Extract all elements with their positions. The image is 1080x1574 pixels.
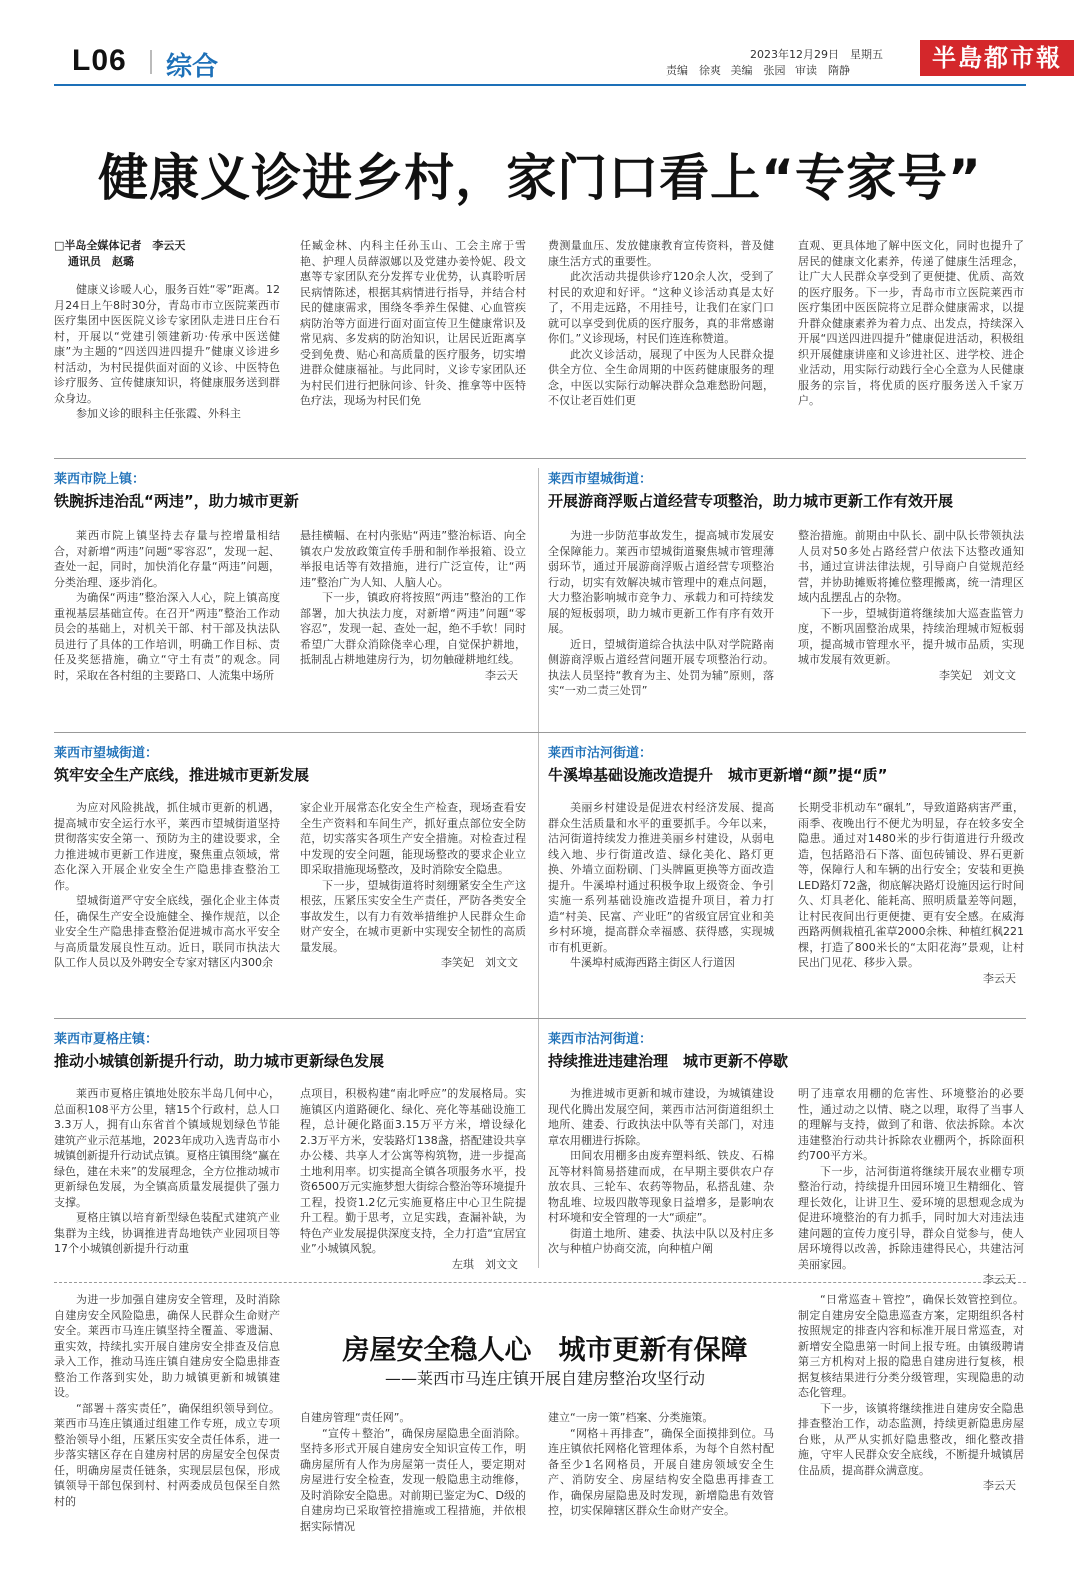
masthead bbox=[54, 40, 1062, 86]
paragraph: 为应对风险挑战，抓住城市更新的机遇，提高城市安全运行水平，莱西市望城街道坚持贯彻落实安全第一、预防为主的建设要求，全力推进城市更新工作进度，聚焦重点领域，常态化深入开展企业安全生产隐患排查整治工作。 bbox=[54, 801, 280, 892]
paragraph: 此次义诊活动，展现了中医为人民群众提供全方位、全生命周期的中医药健康服务的理念，中医以实际行动解决群众急难愁盼问题，不仅让老百姓们更 bbox=[548, 347, 774, 407]
paragraph: 为推进城市更新和城市建设，为城镇建设现代化腾出发展空间，莱西市沽河街道组织土地所、建委、行政执法中队等有关部门，对违章农用棚进行拆除。 bbox=[548, 1087, 774, 1147]
paragraph: “部署＋落实责任”，确保组织领导到位。莱西市马连庄镇通过组建工作专班，成立专项整治领导小组，压紧压实安全责任体系，进一步落实辖区存在自建房村居的房屋安全包保责任，明确房屋责任链条，实现层层包保，形成镇领导干部包保到村、村两委成员包保至自然村的 bbox=[54, 1401, 280, 1508]
paragraph: 点项目，积极构建“南北呼应”的发展格局。实施镇区内道路硬化、绿化、亮化等基础设施工程，总计硬化路面3.15万平方米，增设绿化2.3万平方米，安装路灯138盏，搭配建设共享办公楼、共享人才公寓等构筑物，进一步提高土地利用率。切实提高全镇各项服务水平，投资6500万元实施梦想大街综合整治等环境提升工程，投资1.2亿元实施夏格庄中心卫生院提升工程。勤于思考，立足实践，查漏补缺，为特色产业发展提供深度支持，全力打造“宜居宜业”小城镇风貌。 bbox=[300, 1087, 526, 1255]
article-title: 牛溪埠基础设施改造提升 城市更新增“颜”提“质” bbox=[548, 766, 888, 784]
editor-credit: 责编 徐爽 bbox=[666, 64, 721, 77]
article-kicker: 莱西市望城街道： bbox=[548, 472, 653, 487]
article-author: 李云天 bbox=[983, 971, 1016, 985]
section-divider bbox=[54, 1018, 1026, 1019]
article-column bbox=[798, 800, 1024, 986]
lead-column-3 bbox=[548, 238, 774, 409]
paragraph: 下一步，沽河街道将继续开展农业棚专项整治行动，持续提升田园环境卫生精细化、管理长效化，让讲卫生、爱环境的思想观念成为促进环境整治的有力抓手，同时加大对违法违建问题的宣传力度引导，群众自觉参与，使人居环境得以改善，拆除违建得民心，共建沽河美丽家园。 bbox=[798, 1164, 1024, 1271]
feature-column-3 bbox=[548, 1410, 774, 1519]
lead-column-4 bbox=[798, 238, 1024, 409]
editor-credit: 审读 隋静 bbox=[795, 64, 850, 77]
lead-headline: 健康义诊进乡村，家门口看上“专家号” bbox=[98, 149, 982, 207]
paragraph: 莱西市院上镇坚持去存量与控增量相结合，对新增“两违”问题“零容忍”，发现一起、查处一起，同时，加快消化存量“两违”问题，分类治理、逐步消化。 bbox=[54, 529, 280, 589]
article-kicker: 莱西市院上镇： bbox=[54, 472, 146, 487]
article-author: 李云天 bbox=[983, 1479, 1016, 1492]
section-divider bbox=[54, 732, 1026, 733]
article-title: 开展游商浮贩占道经营专项整治，助力城市更新工作有效开展 bbox=[548, 492, 954, 510]
paragraph: “网格＋再排查”，确保全面摸排到位。马连庄镇依托网格化管理体系，为每个自然村配备至少1名网格员，开展自建房领域安全生产、消防安全、房屋结构安全隐患再排查工作，确保房屋隐患及时发现，新增隐患有效管控，切实保障辖区群众生命财产安全。 bbox=[548, 1426, 774, 1517]
paragraph: 为进一步加强自建房安全管理，及时消除自建房安全风险隐患，确保人民群众生命财产安全。莱西市马连庄镇坚持全覆盖、零遗漏、重实效，持续扎实开展自建房安全排查及信息录入工作，推动马连庄镇自建房安全隐患排查整治工作落到实处，助力城镇更新和城镇建设。 bbox=[54, 1293, 280, 1399]
feature-subheadline: ——莱西市马连庄镇开展自建房整治攻坚行动 bbox=[384, 1369, 705, 1388]
article-kicker: 莱西市沽河街道： bbox=[548, 1032, 653, 1047]
paragraph: 参加义诊的眼科主任张霞、外科主 bbox=[76, 407, 241, 420]
feature-column-1 bbox=[54, 1292, 280, 1509]
article-author: 李笑妃 刘文文 bbox=[441, 956, 518, 969]
newspaper-logo: 半島都市報 bbox=[920, 40, 1074, 76]
paragraph: 明了违章农用棚的危害性、环境整治的必要性，通过动之以情、晓之以理，取得了当事人的理解与支持，做到了和谐、依法拆除。本次违建整治行动共计拆除农业棚两个，拆除面积约700平方米。 bbox=[798, 1087, 1024, 1162]
article-column bbox=[300, 800, 526, 971]
article-title: 筑牢安全生产底线，推进城市更新发展 bbox=[54, 766, 310, 784]
lead-column-1 bbox=[54, 238, 280, 422]
paragraph: 田间农用棚多由废弃塑料纸、铁皮、石棉瓦等材料简易搭建而成，在早期主要供农户存放农具、三轮车、农药等物品，私搭乱建、杂物乱堆、垃圾四散等现象日益增多，是影响农村环境和安全管理的一大“顽症”。 bbox=[548, 1149, 774, 1224]
paragraph: 直观、更具体地了解中医文化，同时也提升了居民的健康文化素养，传递了健康生活理念，让广大人民群众享受到了更便捷、优质、高效的医疗服务。下一步，青岛市市立医院莱西市医疗集团中医医院将立足群众健康需求，以提升群众健康素养为着力点、出发点，持续深入开展“四送四进四提升”健康促进活动，积极组织开展健康讲座和义诊进社区、进学校、进企业活动，用实际行动践行全心全意为人民健康服务的宗旨，将优质的医疗服务送入千家万户。 bbox=[798, 239, 1024, 407]
feature-headline: 房屋安全稳人心 城市更新有保障 bbox=[342, 1335, 748, 1366]
article-title: 铁腕拆违治乱“两违”，助力城市更新 bbox=[54, 492, 299, 510]
article-author: 李云天 bbox=[983, 1273, 1016, 1286]
lead-column-2 bbox=[300, 238, 526, 409]
article-column bbox=[798, 528, 1024, 683]
page-number: L06 bbox=[72, 44, 127, 77]
paragraph: 健康义诊暖人心，服务百姓“零”距离。12月24日上午8时30分，青岛市市立医院莱西市医疗集团中医医院义诊专家团队走进日庄台石村，开展以“党建引领建新功·传承中医送健康”为主题的“四送四进四提升”健康义诊进乡村活动，为村民提供面对面的义诊、中医特色诊疗服务、宣传健康知识，将健康服务送到群众身边。 bbox=[54, 283, 280, 405]
paragraph: “宣传＋整治”，确保房屋隐患全面消除。坚持多形式开展自建房安全知识宣传工作，明确房屋所有人作为房屋第一责任人，要定期对房屋进行安全检查，发现一般隐患主动维修，及时消除安全隐患。对前期已鉴定为C、D级的自建房均已采取管控措施或工程措施，并依根据实际情况 bbox=[300, 1426, 526, 1533]
paragraph: 任臧金林、内科主任孙玉山、工会主席于雪艳、护理人员薛淑娜以及党建办姜怜妮、段文惠等专家团队充分发挥专业优势，认真聆听居民病情陈述，根据其病情进行指导，并结合村民的健康需求，围绕冬季养生保健、心血管疾病防治等方面进行面对面宣传卫生健康常识及常见病、多发病的防治知识，让居民近距离享受到免费、贴心和高质量的医疗服务，切实增进群众健康福祉。与此同时，义诊专家团队还为村民们进行把脉问诊、针灸、推拿等中医特色疗法，现场为村民们免 bbox=[300, 239, 526, 407]
article-column bbox=[54, 1086, 280, 1257]
paragraph: 悬挂横幅、在村内张贴“两违”整治标语、向全镇农户发放政策宣传手册和制作举报箱、设立举报电话等有效措施，进行广泛宣传，让“两违”整治广为人知、人脑人心。 bbox=[300, 529, 526, 589]
article-author: 李笑妃 刘文文 bbox=[939, 668, 1016, 682]
editor-credit: 美编 张园 bbox=[730, 64, 786, 77]
page-number-divider bbox=[150, 50, 152, 74]
byline-reporter: □半岛全媒体记者 李云天 bbox=[54, 239, 186, 252]
article-column bbox=[548, 528, 774, 699]
paragraph: 近日，望城街道综合执法中队对学院路南侧游商浮贩占道经营问题开展专项整治行动。执法人员坚持“教育为主、处罚为辅”原则，落实“一劝二责三处罚” bbox=[548, 637, 774, 697]
paragraph: 建立“一房一策”档案、分类施策。 bbox=[548, 1411, 714, 1424]
paragraph: 费测量血压、发放健康教育宣传资料，普及健康生活方式的重要性。 bbox=[548, 239, 774, 268]
paragraph: 望城街道严守安全底线，强化企业主体责任，确保生产安全设施健全、操作规范，以企业安全生产隐患排查整治促进城市高水平安全与高质量发展良性互动。近日，联同市执法大队工作人员以及外聘安全专家对辖区内300余 bbox=[54, 894, 280, 969]
paragraph: 下一步，望城街道将时刻绷紧安全生产这根弦，压紧压实安全生产责任，严防各类安全事故发生，以有力有效举措维护人民群众生命财产安全，在城市更新中实现安全韧性的高质量发展。 bbox=[300, 878, 526, 954]
section-divider bbox=[54, 1282, 1026, 1283]
editor-credits bbox=[666, 62, 856, 78]
article-column bbox=[798, 1086, 1024, 1288]
paragraph: 此次活动共提供诊疗120余人次，受到了村民的欢迎和好评。“这种义诊活动真是太好了，不用走远路，不用挂号，让我们在家门口就可以享受到优质的医疗服务，真的非常感谢你们。”义诊现场，村民们连连称赞道。 bbox=[548, 270, 774, 345]
article-kicker: 莱西市夏格庄镇： bbox=[54, 1032, 159, 1047]
paragraph: 牛溪埠村威海西路主街区人行道因 bbox=[570, 956, 735, 969]
article-author: 左琪 刘文文 bbox=[452, 1257, 518, 1271]
article-title: 推动小城镇创新提升行动，助力城市更新绿色发展 bbox=[54, 1052, 385, 1070]
issue-date: 2023年12月29日 星期五 bbox=[750, 48, 883, 61]
paragraph: “日常巡查＋管控”，确保长效管控到位。制定自建房安全隐患巡查方案，定期组织各村按照规定的排查内容和标准开展日常巡查，对新增安全隐患第一时间上报专班。由镇级聘请第三方机构对上报的隐患自建房进行复核，根据复核结果进行分类分级管理，实现隐患的动态化管理。 bbox=[798, 1293, 1024, 1399]
paragraph: 美丽乡村建设是促进农村经济发展、提高群众生活质量和水平的重要抓手。今年以来，沽河街道持续发力推进美丽乡村建设，从弱电线入地、步行街道改造、绿化美化、路灯更换、外墙立面粉刷、门头牌匾更换等方面改造提升。牛溪埠村通过积极争取上级资金、争引实施一系列基础设施改造提升项目，着力打造“村美、民富、产业旺”的省级宜居宜业和美乡村环境，提高群众幸福感、获得感，实现城市有机更新。 bbox=[548, 801, 774, 954]
paragraph: 夏格庄镇以培育新型绿色装配式建筑产业集群为主线，协调推进青岛地铁产业园项目等17个小城镇创新提升行动重 bbox=[54, 1211, 280, 1255]
article-column bbox=[300, 1086, 526, 1272]
article-column bbox=[548, 800, 774, 971]
paragraph: 家企业开展常态化安全生产检查，现场查看安全生产资料和车间生产，抓好重点部位安全防范，切实落实各项生产安全措施。对检查过程中发现的安全问题，能现场整改的要求企业立即采取措施现场整改，及时消除安全隐患。 bbox=[300, 801, 526, 876]
paragraph: 下一步，该镇将继续推进自建房安全隐患排查整治工作，动态监测，持续更新隐患房屋台账，从严从实抓好隐患整改，细化整改措施，守牢人民群众安全底线，不断提升城镇居住品质，提高群众满意度。 bbox=[798, 1401, 1024, 1477]
paragraph: 街道土地所、建委、执法中队以及村庄多次与种植户协商交流，向种植户阐 bbox=[548, 1226, 774, 1255]
feature-column-2 bbox=[300, 1410, 526, 1534]
paragraph: 自建房管理“责任网”。 bbox=[300, 1411, 411, 1424]
paragraph: 下一步，镇政府将按照“两违”整治的工作部署，加大执法力度，对新增“两违”问题“零容忍”，发现一起、查处一起，绝不手软！同时希望广大群众消除侥幸心理，自觉保护耕地，抵制乱占耕地建房行为，切勿触碰耕地红线。 bbox=[300, 591, 526, 666]
paragraph: 莱西市夏格庄镇地处胶东半岛几何中心，总面积108平方公里，辖15个行政村，总人口3.3万人，拥有山东省首个镇域规划绿色节能建筑产业示范基地，2023年成功入选青岛市小城镇创新提升行动试点镇。夏格庄镇围绕“赢在绿色，建在未来”的发展理念，全方位推动城市更新绿色发展，为全镇高质量发展提供了强力支撑。 bbox=[54, 1087, 280, 1209]
article-column bbox=[54, 528, 280, 683]
article-column bbox=[300, 528, 526, 683]
paragraph: 整治措施。前期由中队长、副中队长带领执法人员对50多处占路经营户依法下达整改通知书，通过宣讲法律法规，引导商户自觉规范经营，并协助摊贩将摊位整理搬离，统一清理区域内乱摆乱占的杂物。 bbox=[798, 529, 1024, 604]
column-divider bbox=[538, 468, 539, 1268]
article-author: 李云天 bbox=[485, 668, 518, 682]
byline bbox=[54, 238, 280, 270]
article-kicker: 莱西市沽河街道： bbox=[548, 746, 653, 761]
article-title: 持续推进违建治理 城市更新不停歇 bbox=[548, 1052, 789, 1070]
section-title: 综合 bbox=[166, 52, 219, 82]
paragraph: 长期受非机动车“碾轧”，导致道路病害严重，雨季、夜晚出行不便尤为明显，存在较多安全隐患。通过对1480米的步行街道进行升级改造，包括路沿石下落、面包砖铺设、界石更新等，保障行人和车辆的出行安全；安装和更换LED路灯72盏，彻底解决路灯设施因运行时间久、灯具老化、能耗高、照明质量差等问题，让村民夜间出行更便捷、更有安全感。在威海西路两侧栽植孔雀草2000余株、种植红枫221棵，打造了800米长的“太阳花海”景观，让村民出门见花、移步入景。 bbox=[798, 801, 1024, 969]
paragraph: 为进一步防范事故发生，提高城市发展安全保障能力。莱西市望城街道聚焦城市管理薄弱环节，通过开展游商浮贩占道经营专项整治行动，切实有效解决城市管理中的难点问题，大力整治影响城市竞争力、承载力和可持续发展的短板弱项，助力城市更新工作有序有效开展。 bbox=[548, 529, 774, 635]
byline-correspondent: 通讯员 赵璐 bbox=[68, 255, 134, 268]
article-column bbox=[548, 1086, 774, 1257]
section-divider bbox=[54, 458, 1026, 459]
paragraph: 为确保“两违”整治深入人心，院上镇高度重视基层基础宣传。在召开“两违”整治工作动员会的基础上，对机关干部、村干部及执法队员进行了具体的工作培训，明确工作目标、责任及奖惩措施，确立“守土有责”的观念。同时，采取在各村组的主要路口、人流集中场所 bbox=[54, 591, 280, 682]
paragraph: 下一步，望城街道将继续加大巡查监管力度，不断巩固整治成果，持续治理城市短板弱项，提高城市管理水平，提升城市品质，实现城市发展有效更新。 bbox=[798, 606, 1024, 666]
article-column bbox=[54, 800, 280, 971]
feature-column-4 bbox=[798, 1292, 1024, 1494]
article-kicker: 莱西市望城街道： bbox=[54, 746, 159, 761]
